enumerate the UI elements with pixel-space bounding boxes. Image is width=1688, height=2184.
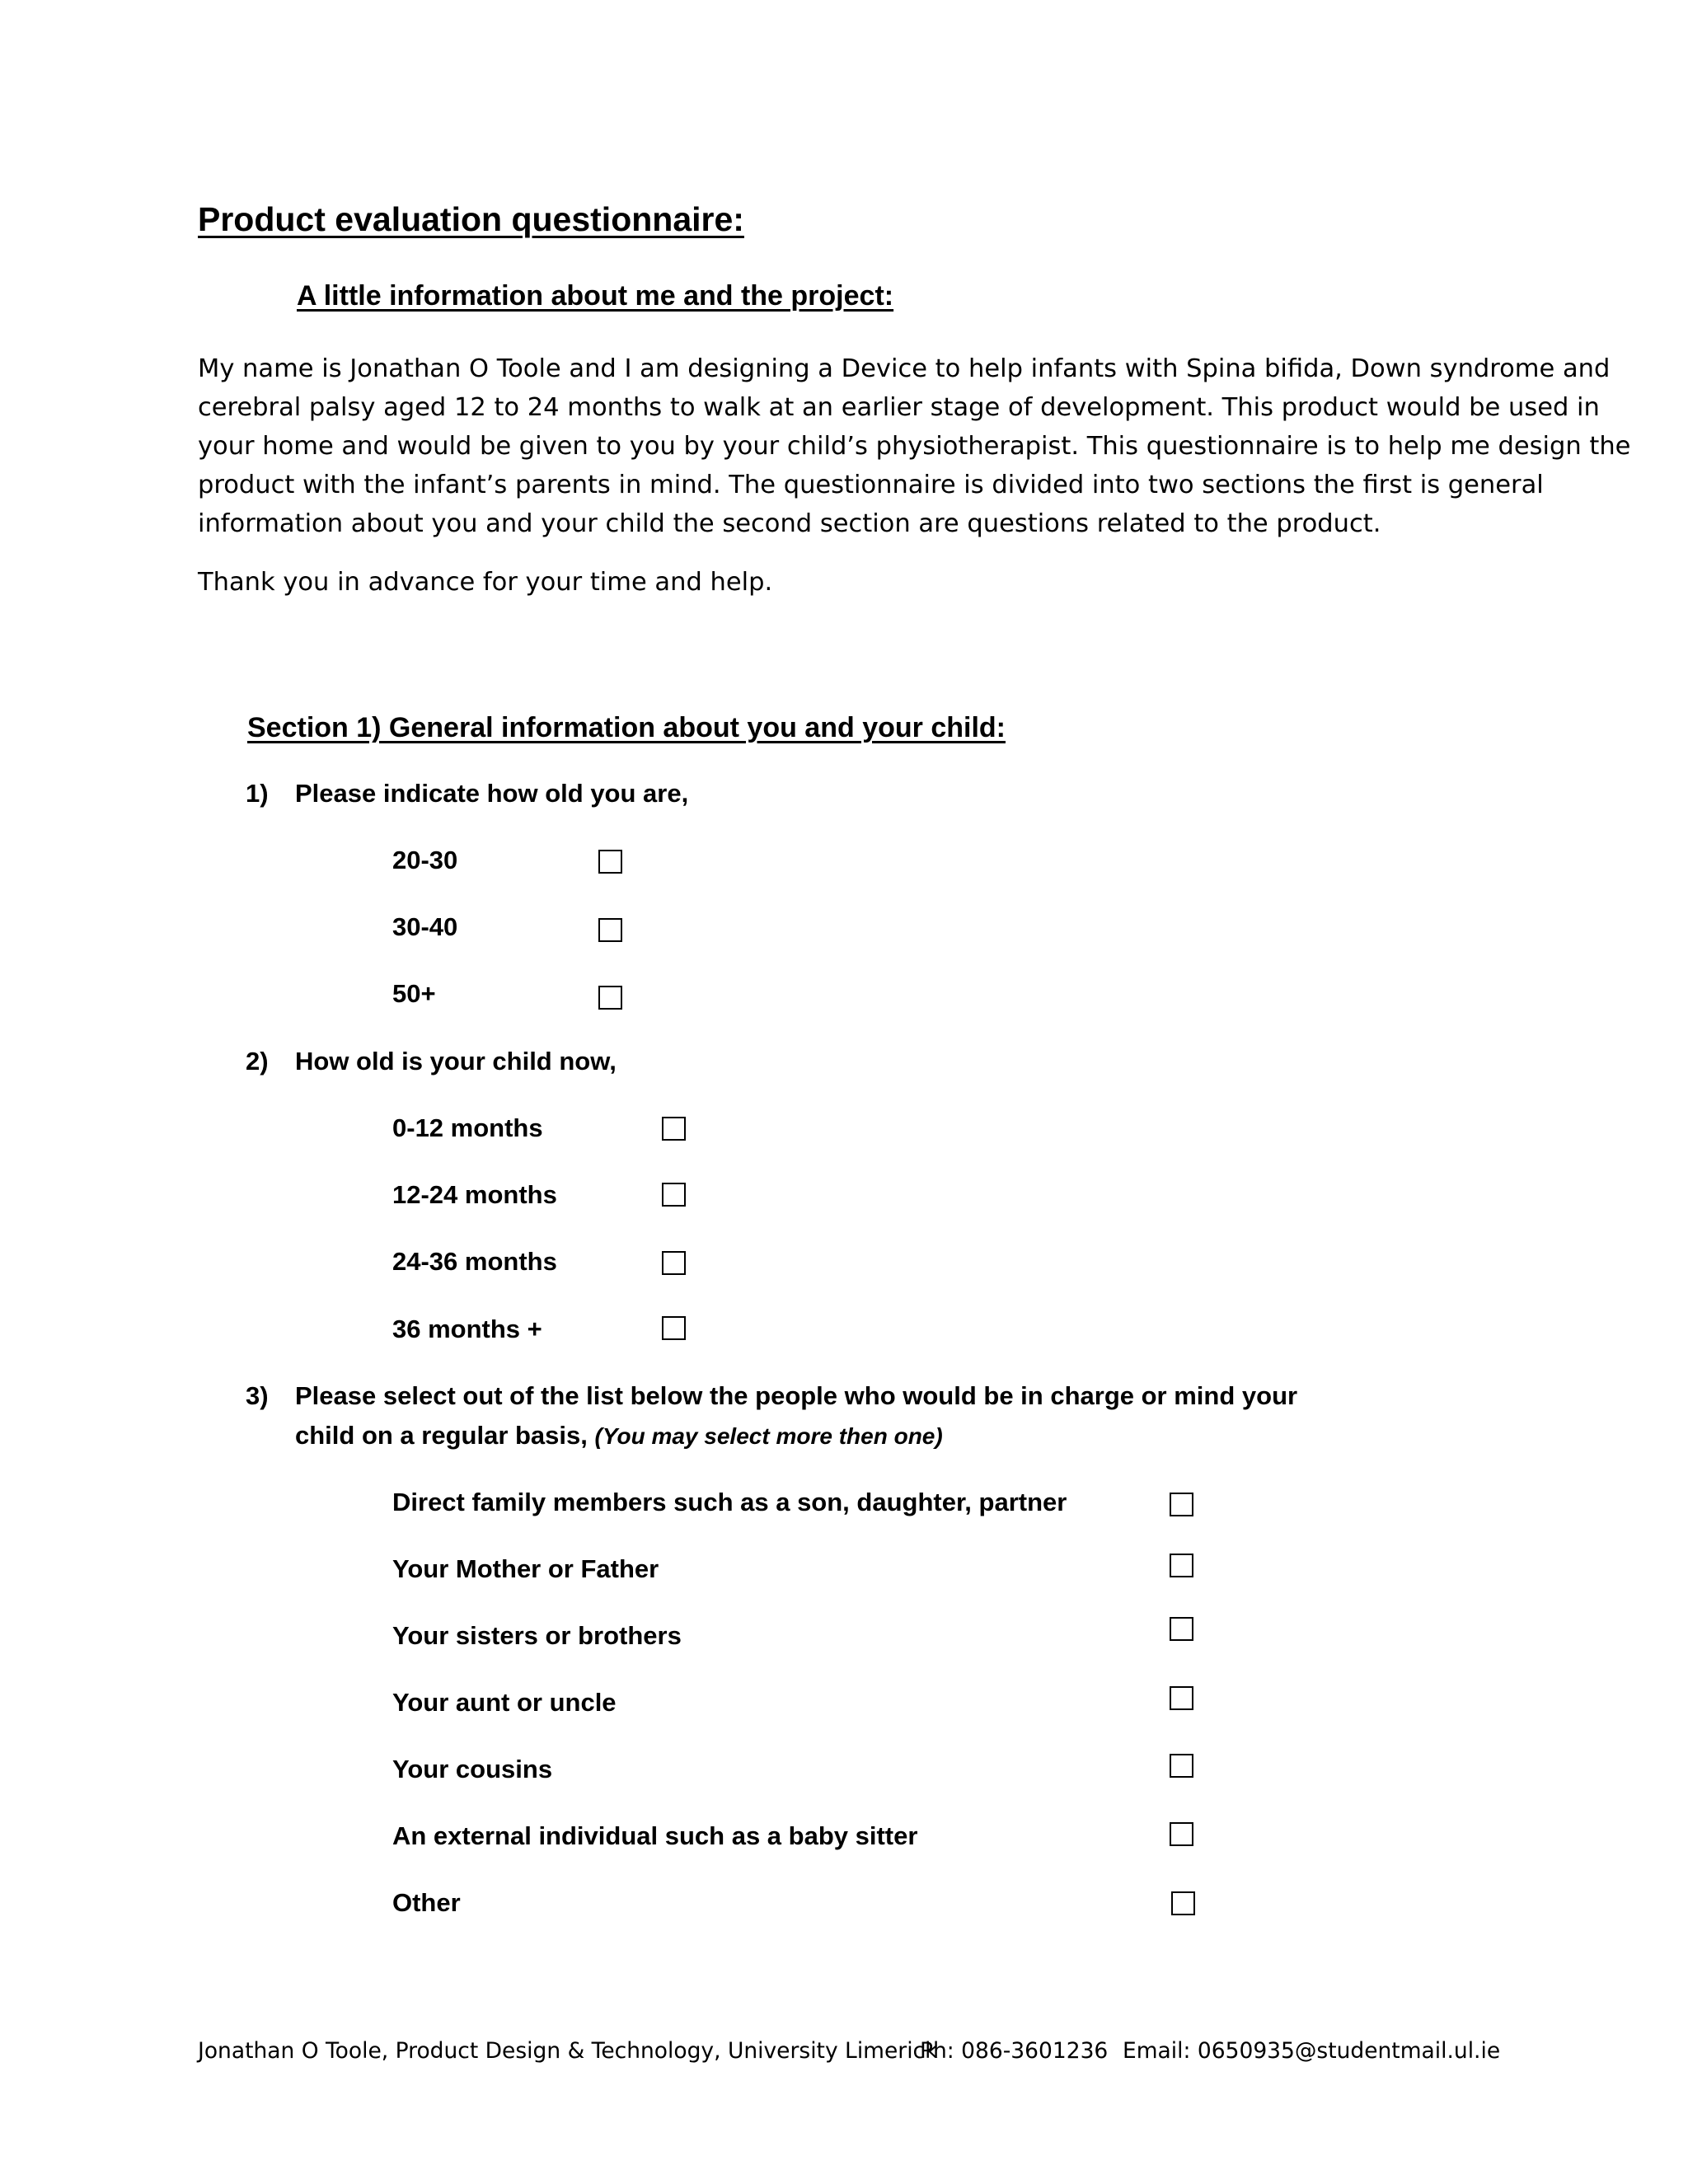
footer-author: Jonathan O Toole, Product Design & Technology, University Limerick [198, 2038, 938, 2064]
section-1-heading: Section 1) General information about you and your child: [247, 712, 1006, 743]
question-3-text-continued [295, 1421, 943, 1451]
age-50-plus-checkbox[interactable] [598, 986, 622, 1010]
child-age-option: 24-36 months [392, 1247, 557, 1276]
caregiver-aunt-uncle-checkbox[interactable] [1170, 1686, 1193, 1710]
caregiver-option: Your aunt or uncle [392, 1688, 617, 1717]
question-2-text: How old is your child now, [295, 1047, 617, 1076]
caregiver-direct-family-checkbox[interactable] [1170, 1493, 1193, 1516]
caregiver-option: Your cousins [392, 1755, 553, 1783]
caregiver-other-checkbox[interactable] [1171, 1891, 1195, 1915]
caregiver-baby-sitter-checkbox[interactable] [1170, 1822, 1193, 1846]
footer-phone: Ph: 086-3601236 [920, 2038, 1109, 2064]
child-age-option: 12-24 months [392, 1180, 557, 1209]
caregiver-cousins-checkbox[interactable] [1170, 1754, 1193, 1778]
age-20-30-checkbox[interactable] [598, 850, 622, 874]
caregiver-option: An external individual such as a baby sitter [392, 1821, 918, 1850]
intro-line: My name is Jonathan O Toole and I am designing a Device to help infants with Spina bifida, Down syndrome and [198, 354, 1611, 383]
thank-you-text: Thank you in advance for your time and help. [198, 568, 773, 597]
caregiver-option: Other [392, 1888, 461, 1917]
child-age-0-12-checkbox[interactable] [662, 1117, 686, 1141]
child-age-24-36-checkbox[interactable] [662, 1251, 686, 1275]
caregiver-option: Your sisters or brothers [392, 1621, 682, 1650]
age-option-50-plus: 50+ [392, 979, 436, 1008]
intro-paragraph [198, 349, 1631, 543]
age-option-30-40: 30-40 [392, 912, 458, 941]
caregiver-option: Your Mother or Father [392, 1554, 659, 1583]
question-1-text: Please indicate how old you are, [295, 779, 689, 808]
question-3-text: Please select out of the list below the people who would be in charge or mind your [295, 1381, 1298, 1410]
project-info-heading: A little information about me and the project: [297, 280, 894, 312]
child-age-36-plus-checkbox[interactable] [662, 1316, 686, 1340]
question-3-text-line-2: child on a regular basis, [295, 1421, 588, 1450]
question-3-number: 3) [246, 1381, 269, 1410]
question-2-number: 2) [246, 1047, 269, 1076]
intro-line: information about you and your child the second section are questions related to the product. [198, 509, 1381, 538]
intro-line: product with the infant’s parents in mind. The questionnaire is divided into two sections the first is general [198, 471, 1544, 499]
age-30-40-checkbox[interactable] [598, 918, 622, 942]
child-age-option: 36 months + [392, 1315, 542, 1343]
age-option-20-30: 20-30 [392, 846, 458, 874]
intro-line: cerebral palsy aged 12 to 24 months to walk at an earlier stage of development. This product would be used in [198, 393, 1600, 422]
caregiver-siblings-checkbox[interactable] [1170, 1617, 1193, 1641]
caregiver-option: Direct family members such as a son, daughter, partner [392, 1488, 1067, 1516]
footer-email: Email: 0650935@studentmail.ul.ie [1123, 2038, 1501, 2064]
caregiver-parents-checkbox[interactable] [1170, 1554, 1193, 1577]
child-age-12-24-checkbox[interactable] [662, 1183, 686, 1207]
child-age-option: 0-12 months [392, 1113, 543, 1142]
question-1-number: 1) [246, 779, 269, 808]
intro-line: your home and would be given to you by your child’s physiotherapist. This questionnaire is to help me design the [198, 432, 1631, 461]
document-title: Product evaluation questionnaire: [198, 200, 744, 238]
question-3-hint: (You may select more then one) [594, 1423, 943, 1449]
